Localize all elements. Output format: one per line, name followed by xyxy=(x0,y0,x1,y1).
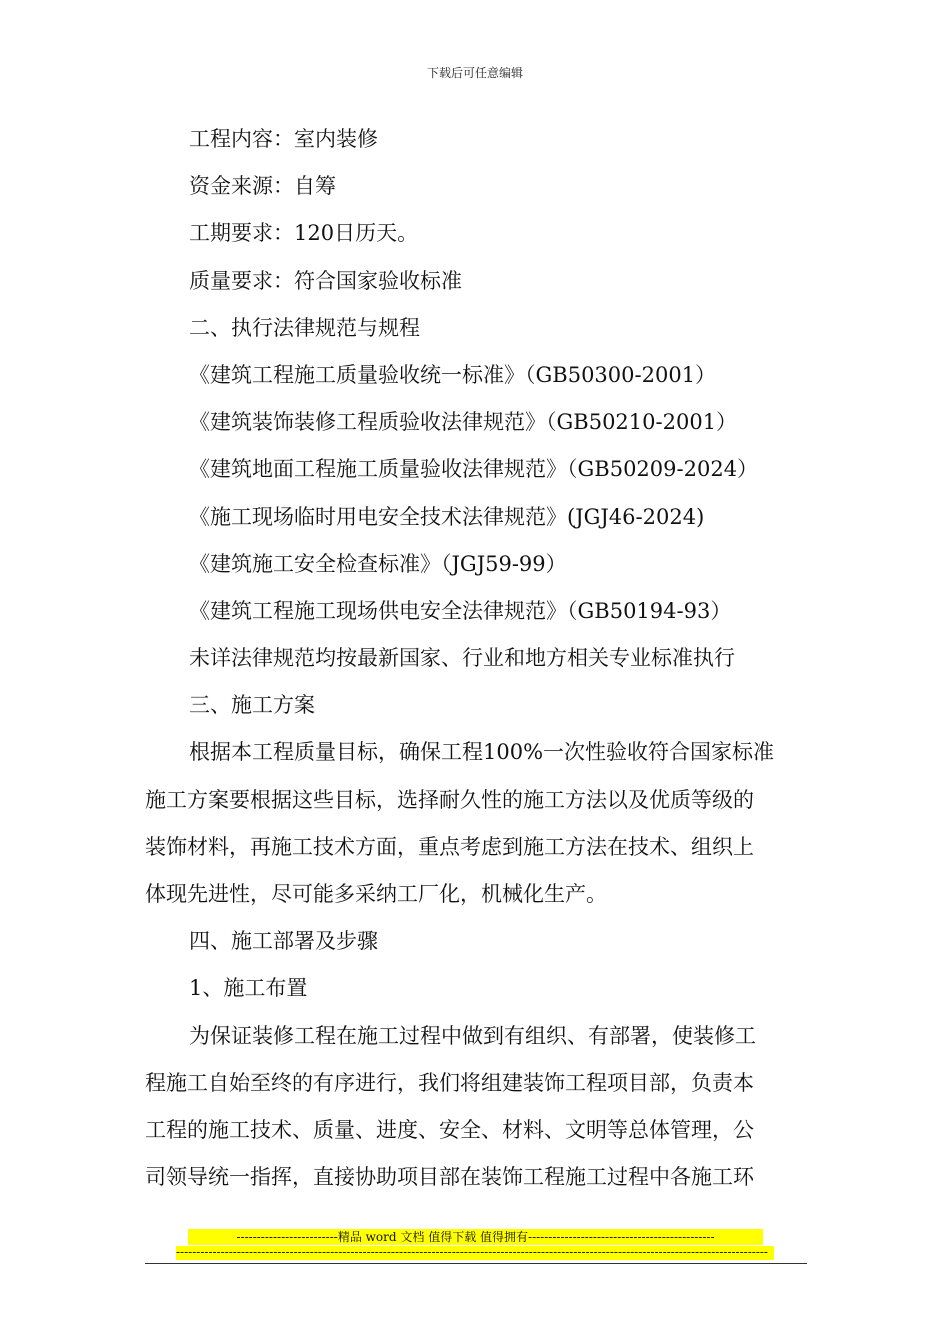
subsection-heading-layout: 1、施工布置 xyxy=(189,976,308,1001)
paragraph-line: 司领导统一指挥，直接协助项目部在装饰工程施工过程中各施工环 xyxy=(145,1165,754,1190)
section-heading-plan: 三、施工方案 xyxy=(189,693,315,718)
standard-item: 《建筑施工安全检查标准》（JGJ59-99） xyxy=(189,551,567,576)
footer-dash-line: -------------------------------------------------------------------------------------------------------------------------------------------------- xyxy=(176,1246,774,1260)
paragraph-line: 为保证装修工程在施工过程中做到有组织、有部署，使装修工 xyxy=(189,1023,756,1048)
header-note: 下载后可任意编辑 xyxy=(426,66,523,80)
paragraph-line: 根据本工程质量目标，确保工程100%一次性验收符合国家标准 xyxy=(189,740,775,765)
line-duration: 工期要求：120日历天。 xyxy=(189,221,419,246)
footer-banner: -------------------------精品 word 文档 值得下载 值得拥有---------------------------------------------- xyxy=(188,1229,763,1245)
paragraph-line: 工程的施工技术、质量、进度、安全、材料、文明等总体管理，公 xyxy=(145,1117,754,1142)
standard-item: 《施工现场临时用电安全技术法律规范》(JGJ46-2024) xyxy=(189,504,705,529)
standard-note: 未详法律规范均按最新国家、行业和地方相关专业标准执行 xyxy=(189,646,735,671)
line-project-content: 工程内容：室内装修 xyxy=(189,127,378,151)
standard-item: 《建筑装饰装修工程质验收法律规范》（GB50210-2001） xyxy=(189,410,738,435)
footer-rule xyxy=(145,1263,807,1264)
standard-item: 《建筑工程施工现场供电安全法律规范》（GB50194-93） xyxy=(189,598,732,623)
line-quality: 质量要求：符合国家验收标准 xyxy=(189,268,462,293)
section-heading-deployment: 四、施工部署及步骤 xyxy=(189,929,378,954)
standard-item: 《建筑地面工程施工质量验收法律规范》（GB50209-2024） xyxy=(189,457,759,482)
paragraph-line: 体现先进性，尽可能多采纳工厂化，机械化生产。 xyxy=(145,882,607,906)
line-funding-source: 资金来源：自筹 xyxy=(189,174,336,199)
document-body xyxy=(145,116,807,1201)
paragraph-line: 装饰材料，再施工技术方面，重点考虑到施工方法在技术、组织上 xyxy=(145,834,754,859)
section-heading-standards: 二、执行法律规范与规程 xyxy=(189,315,420,340)
paragraph-line: 程施工自始至终的有序进行，我们将组建装饰工程项目部，负责本 xyxy=(145,1070,754,1095)
paragraph-line: 施工方案要根据这些目标，选择耐久性的施工方法以及优质等级的 xyxy=(145,787,754,812)
standard-item: 《建筑工程施工质量验收统一标准》（GB50300-2001） xyxy=(189,362,717,387)
